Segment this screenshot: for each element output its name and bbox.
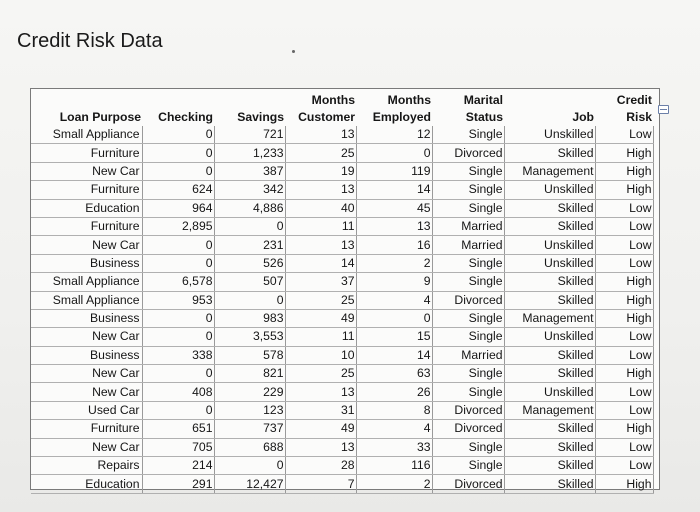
cell-marital-status: Single <box>432 181 504 199</box>
cell-credit-risk: Low <box>595 457 653 475</box>
cell-marital-status: Divorced <box>432 475 504 493</box>
table-row <box>31 181 653 199</box>
cell-checking: 0 <box>142 144 214 162</box>
cell-loan-purpose: New Car <box>31 438 142 456</box>
cell-loan-purpose: Business <box>31 254 142 272</box>
cell-savings: 578 <box>214 346 285 364</box>
cell-marital-status: Single <box>432 162 504 180</box>
cell-loan-purpose: Furniture <box>31 181 142 199</box>
cell-job: Unskilled <box>504 328 595 346</box>
cell-checking: 408 <box>142 383 214 401</box>
cell-credit-risk: Low <box>595 346 653 364</box>
cell-marital-status: Divorced <box>432 401 504 419</box>
credit-risk-table-container <box>30 88 660 490</box>
cell-credit-risk: Low <box>595 254 653 272</box>
header-credit-risk: Risk <box>626 110 652 124</box>
cell-loan-purpose: Education <box>31 199 142 217</box>
cell-months-customer: 13 <box>285 181 356 199</box>
table-row <box>31 144 653 162</box>
cell-credit-risk: Low <box>595 199 653 217</box>
cell-credit-risk: High <box>595 291 653 309</box>
header-top-checking <box>142 92 214 109</box>
table-body <box>31 126 653 493</box>
table-row <box>31 199 653 217</box>
cell-months-employed: 116 <box>356 457 432 475</box>
cell-months-customer: 13 <box>285 438 356 456</box>
cell-savings: 1,233 <box>214 144 285 162</box>
cell-checking: 0 <box>142 401 214 419</box>
table-row <box>31 420 653 438</box>
cell-marital-status: Divorced <box>432 291 504 309</box>
cell-credit-risk: High <box>595 273 653 291</box>
cell-loan-purpose: Small Appliance <box>31 273 142 291</box>
cell-savings: 526 <box>214 254 285 272</box>
header-top-credit-risk: Credit <box>616 93 652 107</box>
cell-loan-purpose: New Car <box>31 365 142 383</box>
cell-checking: 624 <box>142 181 214 199</box>
table-row <box>31 309 653 327</box>
table-row <box>31 291 653 309</box>
cell-savings: 737 <box>214 420 285 438</box>
cell-checking: 651 <box>142 420 214 438</box>
cell-loan-purpose: Furniture <box>31 420 142 438</box>
cell-savings: 4,886 <box>214 199 285 217</box>
table-row <box>31 438 653 456</box>
cell-job: Skilled <box>504 273 595 291</box>
cell-loan-purpose: Small Appliance <box>31 126 142 144</box>
cell-savings: 3,553 <box>214 328 285 346</box>
cell-loan-purpose: New Car <box>31 328 142 346</box>
cell-credit-risk: Low <box>595 328 653 346</box>
header-row-top <box>31 92 653 109</box>
table-row <box>31 401 653 419</box>
cell-loan-purpose: New Car <box>31 383 142 401</box>
cell-checking: 0 <box>142 328 214 346</box>
cell-months-employed: 2 <box>356 475 432 493</box>
cell-months-customer: 31 <box>285 401 356 419</box>
cell-months-customer: 13 <box>285 383 356 401</box>
cell-months-employed: 16 <box>356 236 432 254</box>
cell-loan-purpose: Used Car <box>31 401 142 419</box>
cell-loan-purpose: Education <box>31 475 142 493</box>
cell-months-employed: 63 <box>356 365 432 383</box>
header-top-months-customer: Months <box>311 93 355 107</box>
table-row <box>31 126 653 144</box>
cell-marital-status: Single <box>432 383 504 401</box>
cell-months-customer: 49 <box>285 309 356 327</box>
cell-marital-status: Single <box>432 254 504 272</box>
cell-months-employed: 45 <box>356 199 432 217</box>
cell-months-employed: 4 <box>356 291 432 309</box>
cell-savings: 721 <box>214 126 285 144</box>
header-savings: Savings <box>237 110 284 124</box>
cell-months-employed: 0 <box>356 144 432 162</box>
header-months-customer: Customer <box>298 110 355 124</box>
header-top-job <box>504 92 595 109</box>
cell-credit-risk: High <box>595 420 653 438</box>
table-row <box>31 383 653 401</box>
cell-credit-risk: High <box>595 365 653 383</box>
cell-loan-purpose: Furniture <box>31 217 142 235</box>
header-top-months-employed: Months <box>387 93 431 107</box>
cell-marital-status: Single <box>432 199 504 217</box>
cell-credit-risk: High <box>595 144 653 162</box>
cell-job: Unskilled <box>504 254 595 272</box>
table-row <box>31 236 653 254</box>
table-row <box>31 328 653 346</box>
cell-job: Unskilled <box>504 126 595 144</box>
cell-savings: 0 <box>214 457 285 475</box>
table-row <box>31 365 653 383</box>
cell-savings: 123 <box>214 401 285 419</box>
cell-months-customer: 11 <box>285 217 356 235</box>
cell-months-customer: 11 <box>285 328 356 346</box>
cell-marital-status: Single <box>432 457 504 475</box>
cell-job: Management <box>504 309 595 327</box>
cell-marital-status: Single <box>432 438 504 456</box>
cell-checking: 6,578 <box>142 273 214 291</box>
cell-checking: 0 <box>142 254 214 272</box>
cell-job: Skilled <box>504 144 595 162</box>
table-row <box>31 273 653 291</box>
cell-marital-status: Single <box>432 365 504 383</box>
header-marital-status: Status <box>465 110 503 124</box>
cell-checking: 964 <box>142 199 214 217</box>
cell-months-employed: 14 <box>356 181 432 199</box>
cell-months-customer: 14 <box>285 254 356 272</box>
cell-months-customer: 49 <box>285 420 356 438</box>
table-row <box>31 346 653 364</box>
cell-months-customer: 19 <box>285 162 356 180</box>
cell-marital-status: Divorced <box>432 420 504 438</box>
cell-checking: 705 <box>142 438 214 456</box>
cell-credit-risk: High <box>595 162 653 180</box>
cell-credit-risk: Low <box>595 438 653 456</box>
header-months-employed: Employed <box>372 110 431 124</box>
table-row <box>31 475 653 493</box>
cell-loan-purpose: New Car <box>31 162 142 180</box>
cell-job: Skilled <box>504 365 595 383</box>
cell-credit-risk: High <box>595 475 653 493</box>
cell-savings: 387 <box>214 162 285 180</box>
table-row <box>31 162 653 180</box>
cell-savings: 12,427 <box>214 475 285 493</box>
cell-credit-risk: High <box>595 309 653 327</box>
cell-credit-risk: Low <box>595 126 653 144</box>
cell-months-employed: 119 <box>356 162 432 180</box>
cell-savings: 342 <box>214 181 285 199</box>
header-top-loan-purpose <box>31 92 142 109</box>
cell-months-employed: 12 <box>356 126 432 144</box>
cell-months-employed: 4 <box>356 420 432 438</box>
cell-marital-status: Married <box>432 346 504 364</box>
cell-months-employed: 14 <box>356 346 432 364</box>
cell-job: Skilled <box>504 199 595 217</box>
cell-checking: 0 <box>142 162 214 180</box>
cell-savings: 231 <box>214 236 285 254</box>
cell-months-customer: 13 <box>285 126 356 144</box>
cell-checking: 953 <box>142 291 214 309</box>
cell-loan-purpose: Business <box>31 309 142 327</box>
cell-job: Skilled <box>504 420 595 438</box>
cell-checking: 291 <box>142 475 214 493</box>
cell-credit-risk: Low <box>595 383 653 401</box>
cell-loan-purpose: Repairs <box>31 457 142 475</box>
cell-marital-status: Single <box>432 309 504 327</box>
cursor-dot <box>292 50 295 53</box>
cell-job: Skilled <box>504 475 595 493</box>
header-job: Job <box>572 110 594 124</box>
cell-months-customer: 10 <box>285 346 356 364</box>
cell-savings: 983 <box>214 309 285 327</box>
table-row <box>31 217 653 235</box>
cell-marital-status: Married <box>432 217 504 235</box>
cell-marital-status: Divorced <box>432 144 504 162</box>
header-top-savings <box>214 92 285 109</box>
cell-savings: 507 <box>214 273 285 291</box>
cell-job: Skilled <box>504 457 595 475</box>
cell-job: Unskilled <box>504 383 595 401</box>
cell-months-employed: 2 <box>356 254 432 272</box>
cell-months-customer: 25 <box>285 291 356 309</box>
cell-loan-purpose: Small Appliance <box>31 291 142 309</box>
cell-months-employed: 33 <box>356 438 432 456</box>
cell-months-employed: 15 <box>356 328 432 346</box>
cell-job: Skilled <box>504 217 595 235</box>
table-row <box>31 457 653 475</box>
cell-months-customer: 37 <box>285 273 356 291</box>
cell-marital-status: Single <box>432 126 504 144</box>
comment-icon[interactable] <box>658 105 669 114</box>
cell-credit-risk: Low <box>595 236 653 254</box>
cell-loan-purpose: Furniture <box>31 144 142 162</box>
cell-months-customer: 25 <box>285 365 356 383</box>
cell-job: Skilled <box>504 346 595 364</box>
cell-loan-purpose: Business <box>31 346 142 364</box>
cell-marital-status: Single <box>432 328 504 346</box>
cell-months-employed: 8 <box>356 401 432 419</box>
cell-months-employed: 13 <box>356 217 432 235</box>
cell-months-employed: 0 <box>356 309 432 327</box>
cell-savings: 229 <box>214 383 285 401</box>
cell-job: Unskilled <box>504 181 595 199</box>
cell-credit-risk: Low <box>595 401 653 419</box>
cell-job: Skilled <box>504 438 595 456</box>
cell-checking: 0 <box>142 126 214 144</box>
cell-checking: 0 <box>142 365 214 383</box>
cell-job: Management <box>504 401 595 419</box>
table-row <box>31 254 653 272</box>
cell-months-employed: 26 <box>356 383 432 401</box>
cell-marital-status: Single <box>432 273 504 291</box>
cell-months-customer: 28 <box>285 457 356 475</box>
cell-marital-status: Married <box>432 236 504 254</box>
cell-credit-risk: High <box>595 181 653 199</box>
header-checking: Checking <box>158 110 213 124</box>
page-title: Credit Risk Data <box>17 30 163 52</box>
cell-savings: 0 <box>214 291 285 309</box>
cell-months-customer: 25 <box>285 144 356 162</box>
header-loan-purpose: Loan Purpose <box>59 110 141 124</box>
cell-savings: 821 <box>214 365 285 383</box>
cell-savings: 688 <box>214 438 285 456</box>
cell-savings: 0 <box>214 217 285 235</box>
credit-risk-table <box>31 92 654 494</box>
cell-months-employed: 9 <box>356 273 432 291</box>
cell-checking: 338 <box>142 346 214 364</box>
header-row-bottom <box>31 109 653 126</box>
cell-checking: 0 <box>142 309 214 327</box>
cell-months-customer: 13 <box>285 236 356 254</box>
cell-checking: 0 <box>142 236 214 254</box>
cell-loan-purpose: New Car <box>31 236 142 254</box>
cell-job: Skilled <box>504 291 595 309</box>
cell-months-customer: 40 <box>285 199 356 217</box>
header-top-marital-status: Marital <box>463 93 503 107</box>
cell-checking: 214 <box>142 457 214 475</box>
cell-credit-risk: Low <box>595 217 653 235</box>
cell-job: Unskilled <box>504 236 595 254</box>
cell-checking: 2,895 <box>142 217 214 235</box>
cell-months-customer: 7 <box>285 475 356 493</box>
cell-job: Management <box>504 162 595 180</box>
